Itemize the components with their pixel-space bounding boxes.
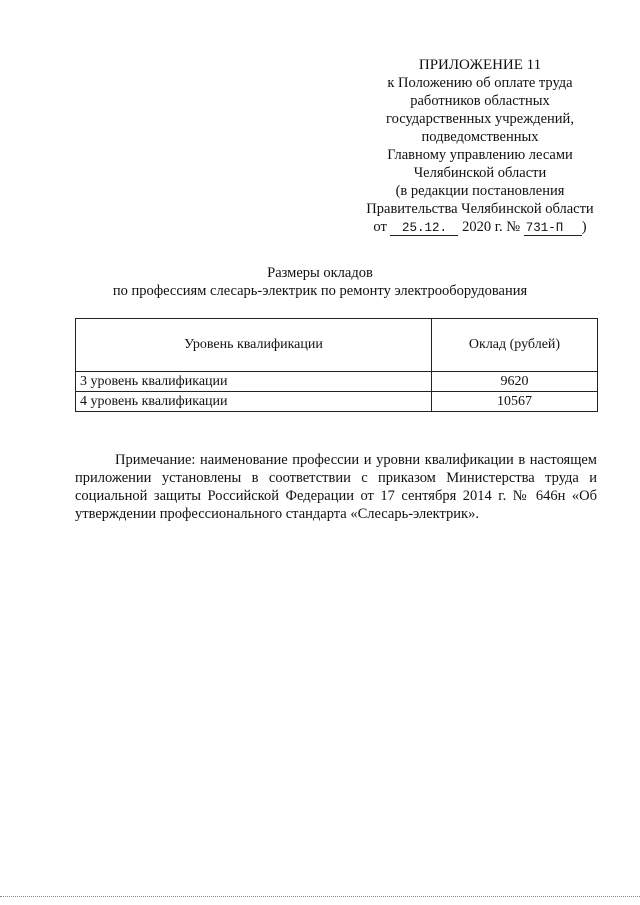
- resolution-date-line: [340, 218, 620, 236]
- scan-edge-line: [0, 896, 640, 897]
- appendix-line: к Положению об оплате труда: [387, 75, 573, 91]
- salary-cell: 9620: [432, 372, 598, 392]
- appendix-line: подведомственных: [421, 129, 539, 145]
- resolution-number-field: 731-П: [524, 221, 582, 236]
- appendix-line: Челябинской области: [413, 165, 547, 181]
- qualification-level-cell: 3 уровень квалификации: [76, 372, 432, 392]
- appendix-line: Правительства Челябинской области: [366, 201, 594, 217]
- qualification-level-cell: 4 уровень квалификации: [76, 392, 432, 412]
- appendix-line: государственных учреждений,: [386, 111, 574, 127]
- closing-paren: ): [581, 219, 587, 235]
- table-heading: [60, 264, 580, 300]
- note-paragraph: Примечание: наименование профессии и уровни квалификации в настоящем приложении установлены в соответствии с приказом Министерства труда и социальной защиты Российской Федерации от 17 сентября 2014 г. № 646н «Об утверждении профессионального стандарта «Слесарь-электрик».: [75, 451, 597, 522]
- date-prefix: от: [373, 219, 387, 235]
- appendix-header: [340, 56, 620, 236]
- table-row: [76, 372, 598, 392]
- year-text: 2020 г. №: [462, 219, 521, 235]
- salary-table: [75, 318, 598, 412]
- column-header-salary: Оклад (рублей): [432, 319, 598, 372]
- resolution-date-field: 25.12.: [390, 221, 458, 236]
- appendix-line: Главному управлению лесами: [387, 147, 573, 163]
- salary-cell: 10567: [432, 392, 598, 412]
- appendix-line: работников областных: [410, 93, 550, 109]
- table-row: [76, 392, 598, 412]
- column-header-level: Уровень квалификации: [76, 319, 432, 372]
- table-header-row: [76, 319, 598, 372]
- heading-line-1: Размеры окладов: [267, 265, 373, 281]
- heading-line-2: по профессиям слесарь-электрик по ремонту электрооборудования: [112, 283, 528, 299]
- appendix-title: ПРИЛОЖЕНИЕ 11: [418, 57, 542, 73]
- appendix-line: (в редакции постановления: [395, 183, 565, 199]
